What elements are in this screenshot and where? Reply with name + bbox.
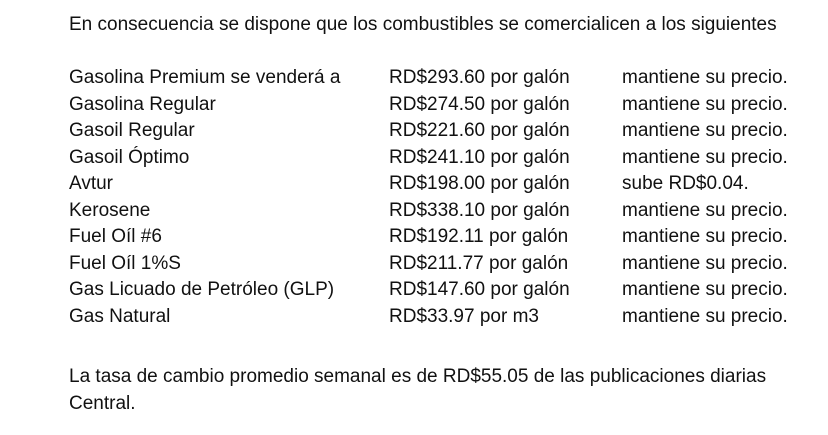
fuel-status: sube RD$0.04. [622,173,749,194]
fuel-name: Fuel Oíl #6 [69,226,162,247]
fuel-name: Gasolina Regular [69,93,216,115]
fuel-price-list [0,65,828,330]
fuel-name: Kerosene [69,199,151,221]
fuel-row [0,145,828,172]
fuel-price: RD$211.77 por galón [389,252,569,274]
fuel-row [0,92,828,119]
fuel-status: mantiene su precio. [622,146,788,168]
fuel-name: Avtur [69,173,114,194]
fuel-status: mantiene su precio. [622,199,788,221]
fuel-price: RD$147.60 por galón [389,279,570,300]
fuel-status: mantiene su precio. [622,252,788,274]
fuel-name: Gasoil Regular [69,120,195,141]
fuel-status: mantiene su precio. [622,120,788,141]
fuel-status: mantiene su precio. [622,305,788,327]
fuel-name: Gasolina Premium se venderá a [69,67,341,88]
fuel-price: RD$274.50 por galón [389,93,570,115]
fuel-price: RD$221.60 por galón [389,120,570,141]
fuel-name: Gasoil Óptimo [69,146,190,168]
fuel-row [0,118,828,145]
fuel-row [0,171,828,198]
fuel-row [0,65,828,92]
fuel-price: RD$338.10 por galón [389,199,570,221]
fuel-price: RD$33.97 por m3 [389,305,539,327]
fuel-name: Fuel Oíl 1%S [69,252,181,274]
fuel-row [0,251,828,278]
intro-paragraph: En consecuencia se dispone que los combustibles se comercialicen a los siguientes [69,14,777,35]
exchange-rate-line-2: Central. [69,392,136,414]
fuel-price: RD$192.11 por galón [389,226,569,247]
fuel-status: mantiene su precio. [622,67,788,88]
fuel-status: mantiene su precio. [622,226,788,247]
fuel-price: RD$198.00 por galón [389,173,570,194]
fuel-name: Gas Natural [69,305,171,327]
fuel-row [0,198,828,225]
exchange-rate-paragraph [69,364,828,417]
fuel-price: RD$241.10 por galón [389,146,570,168]
fuel-name: Gas Licuado de Petróleo (GLP) [69,279,335,300]
exchange-rate-line-1: La tasa de cambio promedio semanal es de RD$55.05 de las publicaciones diarias [69,366,767,387]
fuel-status: mantiene su precio. [622,279,788,300]
fuel-status: mantiene su precio. [622,93,788,115]
fuel-row [0,304,828,331]
fuel-row [0,224,828,251]
fuel-row [0,277,828,304]
fuel-price: RD$293.60 por galón [389,67,570,88]
